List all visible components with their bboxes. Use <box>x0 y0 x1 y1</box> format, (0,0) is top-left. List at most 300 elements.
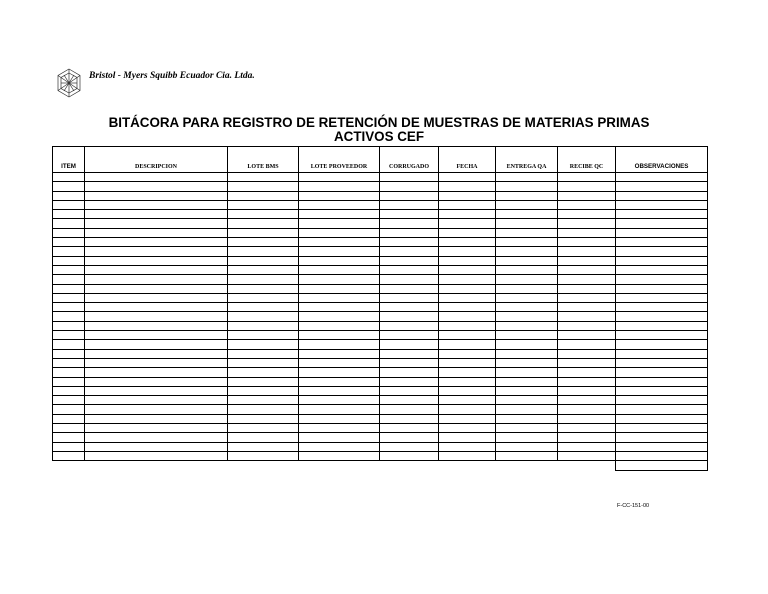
table-cell[interactable] <box>53 424 85 433</box>
table-cell[interactable] <box>53 414 85 423</box>
table-cell[interactable] <box>299 396 380 405</box>
table-row <box>53 368 708 377</box>
col-header-corrugado: CORRUGADO <box>380 147 439 173</box>
table-cell[interactable] <box>53 405 85 414</box>
table-cell[interactable] <box>380 303 439 312</box>
table-cell[interactable] <box>616 238 708 247</box>
table-cell[interactable] <box>228 238 299 247</box>
table-cell[interactable] <box>439 442 496 451</box>
table-cell[interactable] <box>496 331 558 340</box>
table-cell[interactable] <box>616 396 708 405</box>
table-cell[interactable] <box>616 200 708 209</box>
table-cell[interactable] <box>380 284 439 293</box>
table-cell[interactable] <box>228 303 299 312</box>
table-cell[interactable] <box>53 312 85 321</box>
table-cell[interactable] <box>85 210 228 219</box>
table-cell[interactable] <box>228 247 299 256</box>
table-cell[interactable] <box>299 405 380 414</box>
table-cell[interactable] <box>558 303 616 312</box>
table-cell[interactable] <box>299 414 380 423</box>
table-cell[interactable] <box>299 303 380 312</box>
table-cell[interactable] <box>558 396 616 405</box>
table-cell[interactable] <box>380 349 439 358</box>
table-cell[interactable] <box>228 349 299 358</box>
table-cell[interactable] <box>496 396 558 405</box>
table-cell[interactable] <box>85 275 228 284</box>
table-cell[interactable] <box>439 396 496 405</box>
table-cell[interactable] <box>228 210 299 219</box>
table-cell[interactable] <box>53 340 85 349</box>
table-cell[interactable] <box>53 451 85 460</box>
table-cell[interactable] <box>228 424 299 433</box>
table-cell[interactable] <box>53 284 85 293</box>
table-cell[interactable] <box>558 210 616 219</box>
table-cell[interactable] <box>85 238 228 247</box>
table-cell[interactable] <box>85 405 228 414</box>
table-cell[interactable] <box>380 210 439 219</box>
form-code-cell <box>616 461 708 470</box>
table-cell[interactable] <box>228 200 299 209</box>
table-cell[interactable] <box>439 349 496 358</box>
table-cell[interactable] <box>616 377 708 386</box>
table-cell[interactable] <box>85 433 228 442</box>
table-cell[interactable] <box>616 368 708 377</box>
table-cell[interactable] <box>85 247 228 256</box>
table-cell[interactable] <box>85 182 228 191</box>
table-cell[interactable] <box>616 340 708 349</box>
table-cell[interactable] <box>439 238 496 247</box>
table-cell[interactable] <box>299 210 380 219</box>
table-cell[interactable] <box>380 256 439 265</box>
table-cell[interactable] <box>558 386 616 395</box>
table-cell[interactable] <box>85 200 228 209</box>
table-cell[interactable] <box>558 284 616 293</box>
table-cell[interactable] <box>496 200 558 209</box>
table-cell[interactable] <box>616 275 708 284</box>
table-cell[interactable] <box>380 451 439 460</box>
table-cell[interactable] <box>496 405 558 414</box>
table-cell[interactable] <box>299 284 380 293</box>
table-cell[interactable] <box>439 173 496 182</box>
table-cell[interactable] <box>380 377 439 386</box>
table-cell[interactable] <box>616 191 708 200</box>
table-cell[interactable] <box>299 228 380 237</box>
table-cell[interactable] <box>558 405 616 414</box>
table-cell[interactable] <box>558 247 616 256</box>
table-cell[interactable] <box>380 182 439 191</box>
table-cell[interactable] <box>53 191 85 200</box>
col-header-observaciones: OBSERVACIONES <box>616 147 708 173</box>
table-cell[interactable] <box>53 228 85 237</box>
table-cell[interactable] <box>496 228 558 237</box>
table-cell[interactable] <box>616 331 708 340</box>
table-cell[interactable] <box>380 331 439 340</box>
table-cell[interactable] <box>380 191 439 200</box>
table-cell[interactable] <box>558 414 616 423</box>
table-cell[interactable] <box>439 424 496 433</box>
table-cell[interactable] <box>380 247 439 256</box>
table-cell[interactable] <box>616 386 708 395</box>
table-cell[interactable] <box>228 414 299 423</box>
table-cell[interactable] <box>558 358 616 367</box>
table-cell[interactable] <box>380 414 439 423</box>
table-cell[interactable] <box>228 358 299 367</box>
table-cell[interactable] <box>380 312 439 321</box>
table-cell[interactable] <box>228 265 299 274</box>
table-row <box>53 219 708 228</box>
table-cell[interactable] <box>53 238 85 247</box>
table-cell[interactable] <box>53 275 85 284</box>
table-cell[interactable] <box>616 228 708 237</box>
table-cell[interactable] <box>558 191 616 200</box>
table-cell[interactable] <box>85 321 228 330</box>
table-cell[interactable] <box>616 424 708 433</box>
table-cell[interactable] <box>496 312 558 321</box>
table-cell[interactable] <box>228 284 299 293</box>
table-cell[interactable] <box>380 433 439 442</box>
table-cell[interactable] <box>439 191 496 200</box>
table-cell[interactable] <box>439 386 496 395</box>
table-cell[interactable] <box>439 331 496 340</box>
table-cell[interactable] <box>228 331 299 340</box>
table-cell[interactable] <box>496 414 558 423</box>
table-cell[interactable] <box>558 442 616 451</box>
table-cell[interactable] <box>380 200 439 209</box>
table-cell[interactable] <box>496 265 558 274</box>
table-cell[interactable] <box>558 377 616 386</box>
table-cell[interactable] <box>299 182 380 191</box>
table-cell[interactable] <box>616 358 708 367</box>
table-cell[interactable] <box>299 191 380 200</box>
table-cell[interactable] <box>439 303 496 312</box>
table-cell[interactable] <box>496 275 558 284</box>
table-cell[interactable] <box>228 340 299 349</box>
table-cell[interactable] <box>439 312 496 321</box>
table-cell[interactable] <box>558 312 616 321</box>
table-cell[interactable] <box>228 433 299 442</box>
table-cell[interactable] <box>380 386 439 395</box>
table-cell[interactable] <box>53 219 85 228</box>
table-cell[interactable] <box>299 256 380 265</box>
table-cell[interactable] <box>439 358 496 367</box>
table-cell[interactable] <box>228 368 299 377</box>
table-cell[interactable] <box>85 173 228 182</box>
table-cell[interactable] <box>496 210 558 219</box>
table-cell[interactable] <box>380 173 439 182</box>
table-cell[interactable] <box>380 265 439 274</box>
table-cell[interactable] <box>228 219 299 228</box>
table-cell[interactable] <box>439 405 496 414</box>
table-cell[interactable] <box>85 293 228 302</box>
table-cell[interactable] <box>299 200 380 209</box>
table-cell[interactable] <box>380 219 439 228</box>
table-cell[interactable] <box>439 256 496 265</box>
table-cell[interactable] <box>558 219 616 228</box>
table-cell[interactable] <box>228 386 299 395</box>
table-cell[interactable] <box>558 331 616 340</box>
table-cell[interactable] <box>53 321 85 330</box>
table-cell[interactable] <box>496 173 558 182</box>
table-cell[interactable] <box>496 182 558 191</box>
table-cell[interactable] <box>85 303 228 312</box>
table-cell[interactable] <box>85 451 228 460</box>
table-cell[interactable] <box>558 238 616 247</box>
table-cell[interactable] <box>380 293 439 302</box>
table-cell[interactable] <box>299 293 380 302</box>
table-cell[interactable] <box>380 321 439 330</box>
table-cell[interactable] <box>380 405 439 414</box>
table-cell[interactable] <box>616 349 708 358</box>
table-cell[interactable] <box>439 293 496 302</box>
table-cell[interactable] <box>439 377 496 386</box>
table-cell[interactable] <box>228 182 299 191</box>
table-cell[interactable] <box>299 442 380 451</box>
table-cell[interactable] <box>616 433 708 442</box>
table-cell[interactable] <box>439 414 496 423</box>
table-cell[interactable] <box>496 368 558 377</box>
table-cell[interactable] <box>53 265 85 274</box>
table-cell[interactable] <box>558 256 616 265</box>
table-cell[interactable] <box>496 247 558 256</box>
table-cell[interactable] <box>53 386 85 395</box>
table-cell[interactable] <box>616 265 708 274</box>
table-cell[interactable] <box>299 219 380 228</box>
table-cell[interactable] <box>85 386 228 395</box>
table-cell[interactable] <box>380 238 439 247</box>
table-cell[interactable] <box>299 340 380 349</box>
table-cell[interactable] <box>558 293 616 302</box>
table-cell[interactable] <box>439 321 496 330</box>
table-cell[interactable] <box>228 256 299 265</box>
table-cell[interactable] <box>299 349 380 358</box>
table-cell[interactable] <box>53 358 85 367</box>
table-cell[interactable] <box>496 321 558 330</box>
table-cell[interactable] <box>85 340 228 349</box>
table-cell[interactable] <box>299 433 380 442</box>
table-cell[interactable] <box>439 265 496 274</box>
table-cell[interactable] <box>85 265 228 274</box>
table-cell[interactable] <box>558 368 616 377</box>
table-cell[interactable] <box>85 377 228 386</box>
table-cell[interactable] <box>496 433 558 442</box>
table-cell[interactable] <box>496 377 558 386</box>
table-cell[interactable] <box>53 377 85 386</box>
table-cell[interactable] <box>228 405 299 414</box>
table-cell[interactable] <box>85 358 228 367</box>
table-cell[interactable] <box>380 424 439 433</box>
table-cell[interactable] <box>85 191 228 200</box>
table-cell[interactable] <box>228 191 299 200</box>
table-cell[interactable] <box>616 414 708 423</box>
table-cell[interactable] <box>53 303 85 312</box>
table-cell[interactable] <box>228 321 299 330</box>
table-cell[interactable] <box>439 275 496 284</box>
table-cell[interactable] <box>299 368 380 377</box>
table-cell[interactable] <box>299 358 380 367</box>
col-header-lote-proveedor: LOTE PROVEEDOR <box>299 147 380 173</box>
table-cell[interactable] <box>85 256 228 265</box>
table-cell[interactable] <box>228 442 299 451</box>
table-cell[interactable] <box>496 358 558 367</box>
table-cell[interactable] <box>496 303 558 312</box>
table-cell[interactable] <box>496 349 558 358</box>
table-cell[interactable] <box>380 396 439 405</box>
table-cell[interactable] <box>616 182 708 191</box>
table-cell[interactable] <box>496 293 558 302</box>
table-cell[interactable] <box>439 451 496 460</box>
table-cell[interactable] <box>299 331 380 340</box>
table-cell[interactable] <box>228 396 299 405</box>
col-header-recibe-qc: RECIBE QC <box>558 147 616 173</box>
table-cell[interactable] <box>439 368 496 377</box>
table-cell[interactable] <box>299 451 380 460</box>
table-cell[interactable] <box>85 349 228 358</box>
table-cell[interactable] <box>558 228 616 237</box>
table-cell[interactable] <box>53 396 85 405</box>
table-cell[interactable] <box>439 200 496 209</box>
table-cell[interactable] <box>299 386 380 395</box>
table-cell[interactable] <box>496 191 558 200</box>
table-row <box>53 451 708 460</box>
table-row <box>53 303 708 312</box>
table-cell[interactable] <box>616 173 708 182</box>
table-cell[interactable] <box>558 340 616 349</box>
table-cell[interactable] <box>53 349 85 358</box>
table-cell[interactable] <box>558 433 616 442</box>
table-cell[interactable] <box>496 238 558 247</box>
table-cell[interactable] <box>558 321 616 330</box>
table-cell[interactable] <box>299 275 380 284</box>
table-cell[interactable] <box>85 331 228 340</box>
table-cell[interactable] <box>53 247 85 256</box>
table-cell[interactable] <box>616 303 708 312</box>
table-cell[interactable] <box>85 396 228 405</box>
table-cell[interactable] <box>439 219 496 228</box>
document-subtitle: ACTIVOS CEF <box>333 129 425 144</box>
table-row <box>53 247 708 256</box>
table-cell[interactable] <box>439 284 496 293</box>
table-cell[interactable] <box>496 219 558 228</box>
table-cell[interactable] <box>85 368 228 377</box>
table-cell[interactable] <box>558 173 616 182</box>
table-row <box>53 210 708 219</box>
table-cell[interactable] <box>558 349 616 358</box>
table-cell[interactable] <box>616 405 708 414</box>
table-row <box>53 405 708 414</box>
table-cell[interactable] <box>616 451 708 460</box>
table-cell[interactable] <box>53 442 85 451</box>
document-title: BITÁCORA PARA REGISTRO DE RETENCIÓN DE MUESTRAS DE MATERIAS PRIMAS <box>108 115 650 130</box>
table-cell[interactable] <box>558 451 616 460</box>
table-cell[interactable] <box>228 275 299 284</box>
table-cell[interactable] <box>53 331 85 340</box>
table-cell[interactable] <box>53 173 85 182</box>
table-cell[interactable] <box>496 451 558 460</box>
table-cell[interactable] <box>299 321 380 330</box>
table-cell[interactable] <box>85 414 228 423</box>
table-cell[interactable] <box>616 210 708 219</box>
table-cell[interactable] <box>228 228 299 237</box>
table-cell[interactable] <box>85 424 228 433</box>
table-cell[interactable] <box>228 451 299 460</box>
table-cell[interactable] <box>228 293 299 302</box>
table-cell[interactable] <box>380 368 439 377</box>
table-cell[interactable] <box>496 284 558 293</box>
table-row <box>53 396 708 405</box>
table-cell[interactable] <box>85 219 228 228</box>
table-row <box>53 200 708 209</box>
table-cell[interactable] <box>380 228 439 237</box>
table-cell[interactable] <box>439 247 496 256</box>
table-cell[interactable] <box>558 265 616 274</box>
table-cell[interactable] <box>439 228 496 237</box>
table-row <box>53 293 708 302</box>
table-cell[interactable] <box>85 284 228 293</box>
table-cell[interactable] <box>299 173 380 182</box>
table-cell[interactable] <box>53 182 85 191</box>
table-cell[interactable] <box>53 256 85 265</box>
table-cell[interactable] <box>53 200 85 209</box>
table-cell[interactable] <box>53 368 85 377</box>
table-cell[interactable] <box>558 424 616 433</box>
table-cell[interactable] <box>616 219 708 228</box>
table-cell[interactable] <box>228 377 299 386</box>
table-cell[interactable] <box>53 293 85 302</box>
table-cell[interactable] <box>299 247 380 256</box>
table-cell[interactable] <box>380 358 439 367</box>
table-cell[interactable] <box>380 442 439 451</box>
table-row <box>53 228 708 237</box>
footer-row <box>53 461 708 470</box>
table-cell[interactable] <box>299 265 380 274</box>
table-cell[interactable] <box>616 247 708 256</box>
table-cell[interactable] <box>496 442 558 451</box>
table-cell[interactable] <box>616 321 708 330</box>
table-cell[interactable] <box>616 284 708 293</box>
table-cell[interactable] <box>380 275 439 284</box>
table-cell[interactable] <box>496 340 558 349</box>
table-cell[interactable] <box>558 182 616 191</box>
table-row <box>53 386 708 395</box>
col-header-fecha: FECHA <box>439 147 496 173</box>
table-cell[interactable] <box>616 293 708 302</box>
table-cell[interactable] <box>558 275 616 284</box>
table-cell[interactable] <box>496 386 558 395</box>
table-cell[interactable] <box>85 228 228 237</box>
table-cell[interactable] <box>496 424 558 433</box>
table-cell[interactable] <box>53 210 85 219</box>
table-cell[interactable] <box>228 312 299 321</box>
table-cell[interactable] <box>558 200 616 209</box>
table-cell[interactable] <box>53 433 85 442</box>
table-cell[interactable] <box>380 340 439 349</box>
table-cell[interactable] <box>439 433 496 442</box>
table-cell[interactable] <box>85 312 228 321</box>
table-cell[interactable] <box>299 312 380 321</box>
table-cell[interactable] <box>228 173 299 182</box>
table-cell[interactable] <box>616 256 708 265</box>
table-cell[interactable] <box>616 312 708 321</box>
table-cell[interactable] <box>299 238 380 247</box>
table-cell[interactable] <box>439 210 496 219</box>
table-cell[interactable] <box>85 442 228 451</box>
table-cell[interactable] <box>496 256 558 265</box>
table-cell[interactable] <box>299 377 380 386</box>
table-cell[interactable] <box>616 442 708 451</box>
table-cell[interactable] <box>299 424 380 433</box>
table-cell[interactable] <box>439 182 496 191</box>
table-cell[interactable] <box>439 340 496 349</box>
